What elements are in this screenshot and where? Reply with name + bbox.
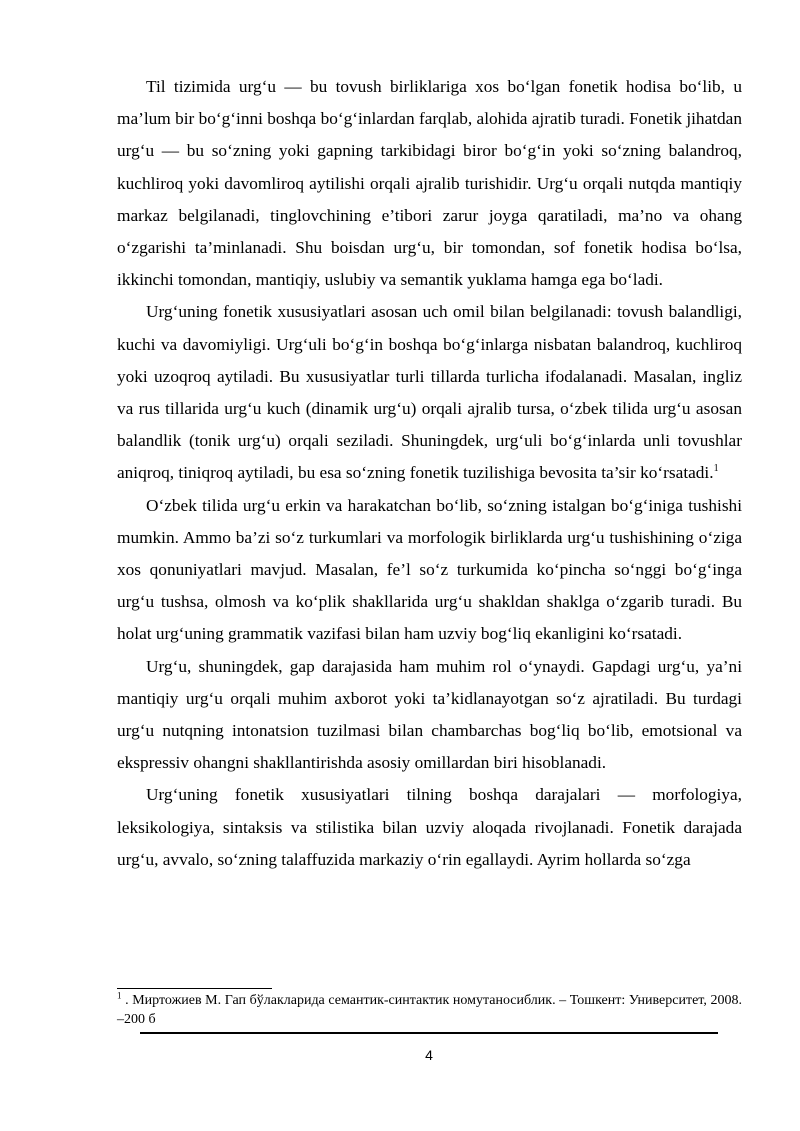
paragraph-2: [117, 296, 742, 489]
footnote-text: . Миртожиев М. Гап бўлакларида семантик-синтактик номутаносиблик. – Тошкент: Университет, 2008. –200 б: [117, 993, 742, 1027]
body-text: [117, 71, 742, 876]
footnote-reference[interactable]: 1: [713, 463, 719, 475]
paragraph-3: O‘zbek tilida urg‘u erkin va harakatchan bo‘lib, so‘zning istalgan bo‘g‘iniga tushishi mumkin. Ammo ba’zi so‘z turkumlari va morfologik birliklarda urg‘u tushishining o‘ziga xos qonuniyatlari mavjud. Masalan, fe’l so‘z turkumida ko‘pincha so‘nggi bo‘g‘inga urg‘u tushsa, olmosh va ko‘plik shakllarida urg‘u shakldan shaklga o‘zgarib turadi. Bu holat urg‘uning grammatik vazifasi bilan ham uzviy bog‘liq ekanligini ko‘rsatadi.: [117, 495, 742, 644]
paragraph-5: Urg‘uning fonetik xususiyatlari tilning boshqa darajalari — morfologiya, leksikologiya, sintaksis va stilistika bilan uzviy aloqada rivojlanadi. Fonetik darajada urg‘u, avvalo, so‘zning talaffuzida markaziy o‘rin egallaydi. Ayrim hollarda so‘zga: [117, 785, 742, 869]
footer-rule: [140, 1032, 718, 1034]
paragraph-1: Til tizimida urg‘u — bu tovush birliklariga xos bo‘lgan fonetik hodisa bo‘lib, u ma’lum bir bo‘g‘inni boshqa bo‘g‘inlardan farqlab, alohida ajratib turadi. Fonetik jihatdan urg‘u — bu so‘zning yoki gapning tarkibidagi biror bo‘g‘in yoki so‘zning balandroq, kuchliroq yoki davomliroq aytilishi orqali ajralib turishidir. Urg‘u orqali nutqda mantiqiy markaz belgilanadi, tinglovchining e’tibori zarur joyga qaratiladi, ma’no va ohang o‘zgarishi ta’minlanadi. Shu boisdan urg‘u, bir tomondan, sof fonetik hodisa bo‘lsa, ikkinchi tomondan, mantiqiy, uslubiy va semantik yuklama hamga ega bo‘ladi.: [117, 77, 742, 290]
footnote-separator: [117, 988, 272, 989]
paragraph-4: Urg‘u, shuningdek, gap darajasida ham muhim rol o‘ynaydi. Gapdagi urg‘u, ya’ni mantiqiy urg‘u orqali muhim axborot yoki ta’kidlanayotgan so‘z ajratiladi. Bu turdagi urg‘u nutqning intonatsion tuzilmasi bilan chambarchas bog‘liq bo‘lib, emotsional va ekspressiv ohangni shakllantirishda asosiy omillardan biri hisoblanadi.: [117, 656, 742, 773]
paragraph-2-text: Urg‘uning fonetik xususiyatlari asosan uch omil bilan belgilanadi: tovush balandligi, kuchi va davomiyligi. Urg‘uli bo‘g‘in boshqa bo‘g‘inlarga nisbatan balandroq, kuchliroq yoki uzoqroq aytiladi. Bu xususiyatlar turli tillarda turlicha ifodalanadi. Masalan, ingliz va rus tillarida urg‘u kuch (dinamik urg‘u) orqali ajralib tursa, o‘zbek tilida urg‘u asosan balandlik (tonik urg‘u) orqali seziladi. Shuningdek, urg‘uli bo‘g‘inlarda unli tovushlar aniqroq, tiniqroq aytiladi, bu esa so‘zning fonetik tuzilishiga bevosita ta’sir ko‘rsatadi.: [117, 302, 742, 483]
page-number: 4: [425, 1047, 433, 1063]
footnote-mark: 1: [117, 990, 122, 1001]
footnote: [117, 991, 742, 1029]
